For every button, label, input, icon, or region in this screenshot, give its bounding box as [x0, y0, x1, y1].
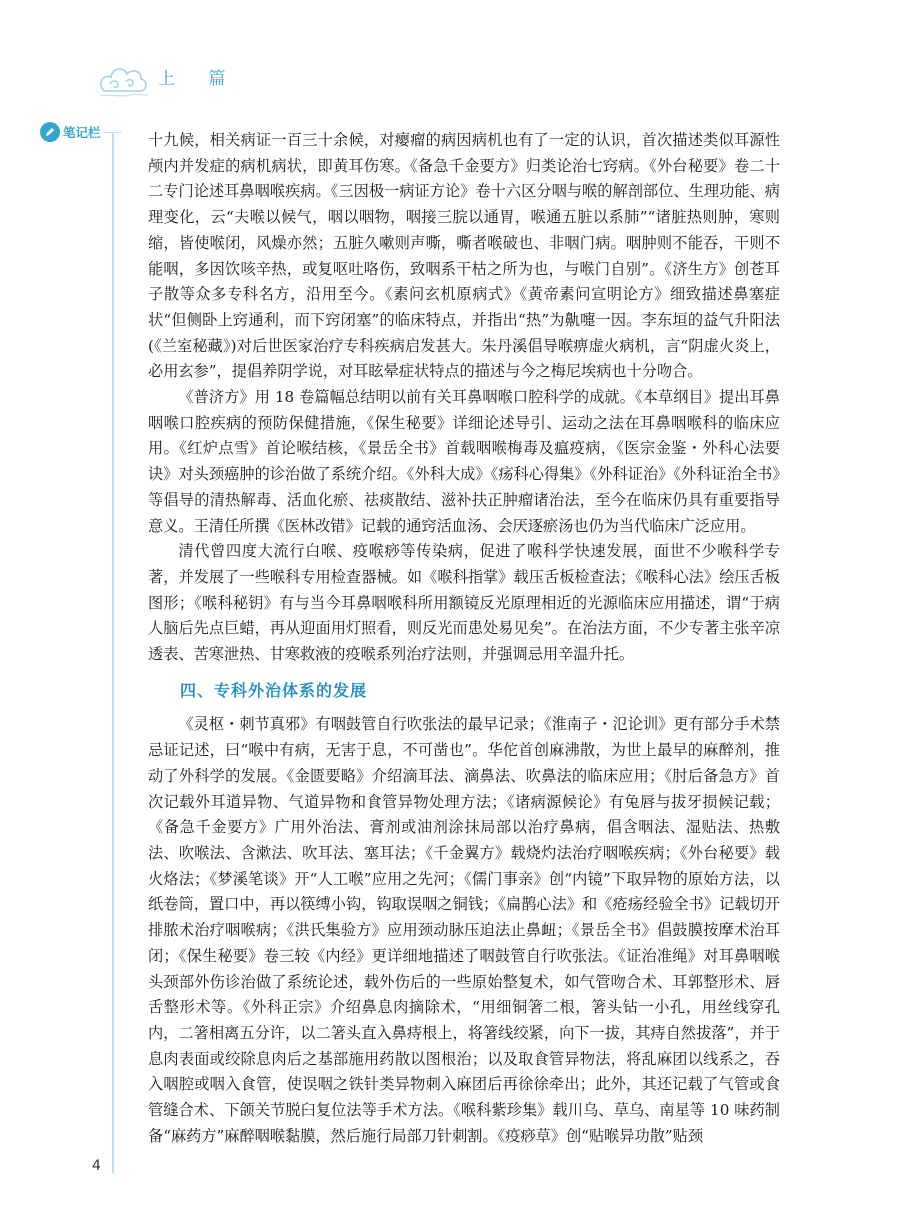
paragraph: 清代曾四度大流行白喉、疫喉痧等传染病，促进了喉科学快速发展，面世不少喉科学专著，并发展了一些喉科专用检查器械。如《喉科指掌》载压舌板检查法；《喉科心法》绘压舌板图形；《喉科秘钥》有与当今耳鼻咽喉科所用额镜反光原理相近的光源临床应用描述，谓“于病人脑后先点巨蜡，再从迎面用灯照看，则反光而患处易见矣”。在治法方面，不少专著主张辛凉透表、苦寒泄热、甘寒救液的疫喉系列治疗法则，并强调忌用辛温升托。: [148, 542, 780, 664]
notes-column-badge: [40, 122, 101, 142]
page-number: 4: [92, 1158, 101, 1174]
section-label: 上 篇: [158, 69, 240, 89]
body-text: [148, 128, 780, 1149]
pencil-icon: [40, 122, 60, 142]
cloud-ornament-icon: [96, 58, 150, 100]
paragraph: 《普济方》用 18 卷篇幅总结明以前有关耳鼻咽喉口腔科学的成就。《本草纲目》提出耳鼻咽喉口腔疾病的预防保健措施，《保生秘要》详细论述导引、运动之法在耳鼻咽喉科的临床应用。《红炉点雪》首论喉结核，《景岳全书》首载咽喉梅毒及瘟疫病，《医宗金鉴・外科心法要诀》对头颈癌肿的诊治做了系统介绍。《外科大成》《疡科心得集》《外科证治》《外科证治全书》等倡导的清热解毒、活血化瘀、祛痰散结、滋补扶正肿瘤诸治法，至今在临床仍具有重要指导意义。王清任所撰《医林改错》记载的通窍活血汤、会厌逐瘀汤也仍为当代临床广泛应用。: [148, 388, 780, 535]
notes-column-label: 笔记栏: [63, 125, 101, 140]
page-header: [0, 0, 900, 110]
paragraph: 十九候，相关病证一百三十余候，对瘿瘤的病因病机也有了一定的认识，首次描述类似耳源性颅内并发症的病机病状，即黄耳伤寒。《备急千金要方》归类论治七窍病。《外台秘要》卷二十二专门论述耳鼻咽喉疾病。《三因极一病证方论》卷十六区分咽与喉的解剖部位、生理功能、病理变化，云“夫喉以候气，咽以咽物，咽接三脘以通胃，喉通五脏以系肺”“诸脏热则肿，寒则缩，皆使喉闭，风燥亦然；五脏久嗽则声嘶，嘶者喉破也、非咽门病。咽肿则不能吞，干则不能咽，多因饮咳辛热，或复呕吐咯伤，致咽系干枯之所为也，与喉门自别”。《济生方》创苍耳子散等众多专科名方，沿用至今。《素问玄机原病式》《黄帝素问宣明论方》细致描述鼻塞症状“但侧卧上窍通利，而下窍闭塞”的临床特点，并指出“热”为鼽嚏一因。李东垣的益气升阳法(《兰室秘藏》)对后世医家治疗专科疾病启发甚大。朱丹溪倡导喉痹虚火病机，言“阴虚火炎上，必用玄参”，提倡养阴学说，对耳眩晕症状特点的描述与今之梅尼埃病也十分吻合。: [148, 131, 780, 381]
section-heading: 四、专科外治体系的发展: [180, 680, 368, 700]
margin-rule: [112, 133, 114, 1173]
paragraph: 《灵枢・刺节真邪》有咽鼓管自行吹张法的最早记录；《淮南子・氾论训》更有部分手术禁忌证记述，曰“喉中有病，无害于息，不可凿也”。华佗首创麻沸散，为世上最早的麻醉剂，推动了外科学的发展。《金匮要略》介绍滴耳法、滴鼻法、吹鼻法的临床应用；《肘后备急方》首次记载外耳道异物、气道异物和食管异物处理方法；《诸病源候论》有兔唇与拔牙损候记载；《备急千金要方》广用外治法、膏剂或油剂涂抹局部以治疗鼻病，倡含咽法、湿贴法、热敷法、吹喉法、含漱法、吹耳法、塞耳法；《千金翼方》载烧灼法治疗咽喉疾病；《外台秘要》载火烙法；《梦溪笔谈》开“人工喉”应用之先河；《儒门事亲》创“内镜”下取异物的原始方法，以纸卷筒，置口中，再以筷缚小钩，钩取误咽之铜钱；《扁鹊心法》和《疮疡经验全书》记载切开排脓术治疗咽喉病；《洪氏集验方》应用颈动脉压迫法止鼻衄；《景岳全书》倡鼓膜按摩术治耳闭；《保生秘要》卷三较《内经》更详细地描述了咽鼓管自行吹张法。《证治准绳》对耳鼻咽喉头颈部外伤诊治做了系统论述，载外伤后的一些原始整复术，如气管吻合术、耳郭整形术、唇舌整形术等。《外科正宗》介绍鼻息肉摘除术，“用细铜箸二根，箸头钻一小孔，用丝线穿孔内，二箸相离五分许，以二箸头直入鼻痔根上，将箸线绞紧，向下一拔，其痔自然拔落”，并于息肉表面或绞除息肉后之基部施用药散以图根治；以及取食管异物法，将乱麻团以线系之，吞入咽腔或咽入食管，使误咽之铁针类异物刺入麻团后再徐徐牵出；此外，其还记载了气管或食管缝合术、下颌关节脱臼复位法等手术方法。《喉科紫珍集》载川乌、草乌、南星等 10 味药制备“麻药方”麻醉咽喉黏膜，然后施行局部刀针刺割。《疫痧草》创“贴喉异功散”贴颈: [148, 715, 780, 1145]
